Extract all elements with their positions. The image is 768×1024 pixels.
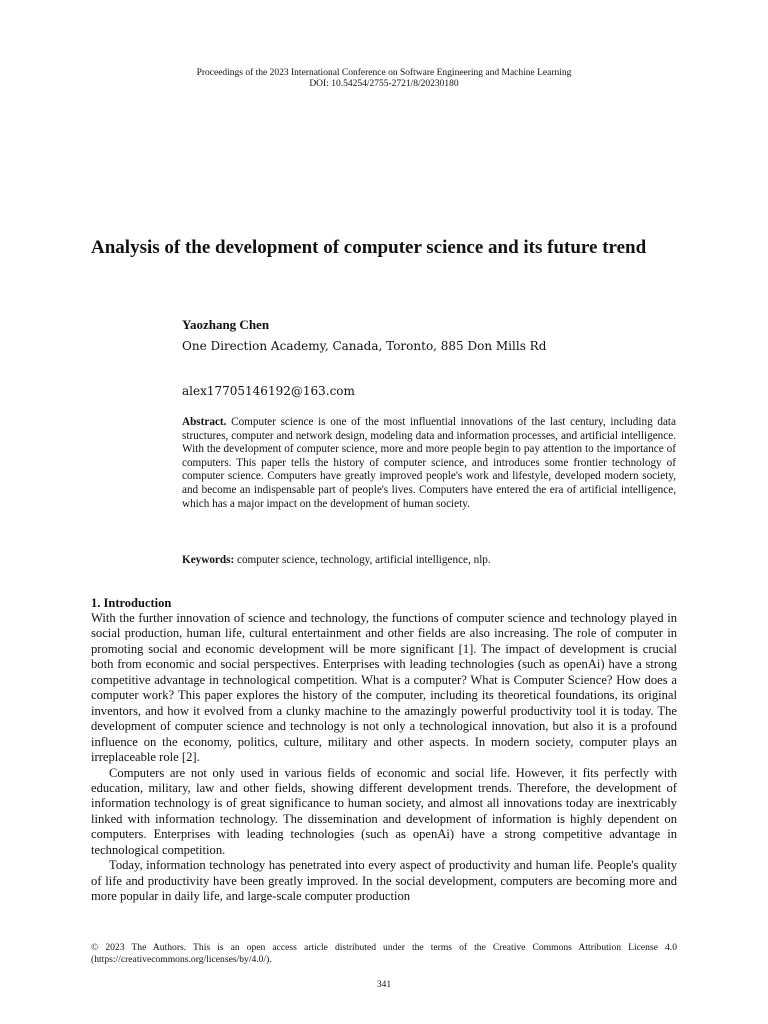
license-footnote: © 2023 The Authors. This is an open access article distributed under the terms of the Creative Commons Attribution License 4.0 (https://creativecommons.org/licenses/by/4.0/). [91, 942, 677, 965]
abstract-label: Abstract. [182, 416, 227, 428]
author-affiliation: One Direction Academy, Canada, Toronto, 885 Don Mills Rd [182, 339, 547, 353]
keywords-label: Keywords: [182, 554, 235, 566]
paragraph: Computers are not only used in various fields of economic and social life. However, it fits perfectly with education, military, law and other fields, showing different development trends. Therefore, the development of information technology is of great significance to human society, and almost all innovations today are inextricably linked with information technology. The dissemination and development of information is highly dependent on computers. Enterprises with leading technologies (such as openAi) have a strong competitive advantage in technological competition. [91, 765, 677, 857]
paper-title: Analysis of the development of computer science and its future trend [91, 237, 647, 258]
page-number: 341 [376, 980, 392, 990]
section-heading: 1. Introduction [91, 596, 172, 610]
abstract [182, 416, 676, 511]
author-email: alex17705146192@163.com [182, 384, 355, 398]
running-header [0, 68, 768, 90]
conference-name: Proceedings of the 2023 International Conference on Software Engineering and Machine Learning [196, 68, 572, 78]
paragraph: Today, information technology has penetrated into every aspect of productivity and human life. People's quality of life and productivity have been greatly improved. In the social development, computers are becoming more and more popular in daily life, and large-scale computer production [91, 858, 677, 904]
author-name: Yaozhang Chen [182, 317, 270, 332]
doi: DOI: 10.54254/2755-2721/8/20230180 [309, 79, 459, 89]
keywords-text: computer science, technology, artificial intelligence, nlp. [237, 554, 491, 566]
abstract-text: Computer science is one of the most influential innovations of the last century, including data structures, computer and network design, modeling data and information processes, and artificial intelligence. With the development of computer science, more and more people begin to pay attention to the importance of computers. This paper tells the history of computer science, and introduces some frontier technology of computer science. Computers have greatly improved people's work and lifestyle, developed modern society, and become an indispensable part of people's lives. Computers have entered the era of artificial intelligence, which has a major impact on the development of human society. [182, 416, 676, 510]
paragraph: With the further innovation of science and technology, the functions of computer science and technology played in social production, human life, cultural entertainment and other fields are also increasing. The role of computer in promoting social and economic development will be more significant [1]. The impact of development is crucial both from economic and social perspectives. Enterprises with leading technologies (such as openAi) have a strong competitive advantage in technological competition. What is a computer? What is Computer Science? How does a computer work? This paper explores the history of the computer, including its theoretical foundations, its original inventors, and how it evolved from a clunky machine to the amazingly powerful productivity tool it is today. The development of computer science and technology is not only a technological innovation, but also it is a profound influence on the economy, politics, culture, military and other aspects. In modern society, computer plays an irreplaceable role [2]. [91, 611, 677, 765]
keywords [182, 554, 676, 568]
section-body [91, 611, 677, 905]
